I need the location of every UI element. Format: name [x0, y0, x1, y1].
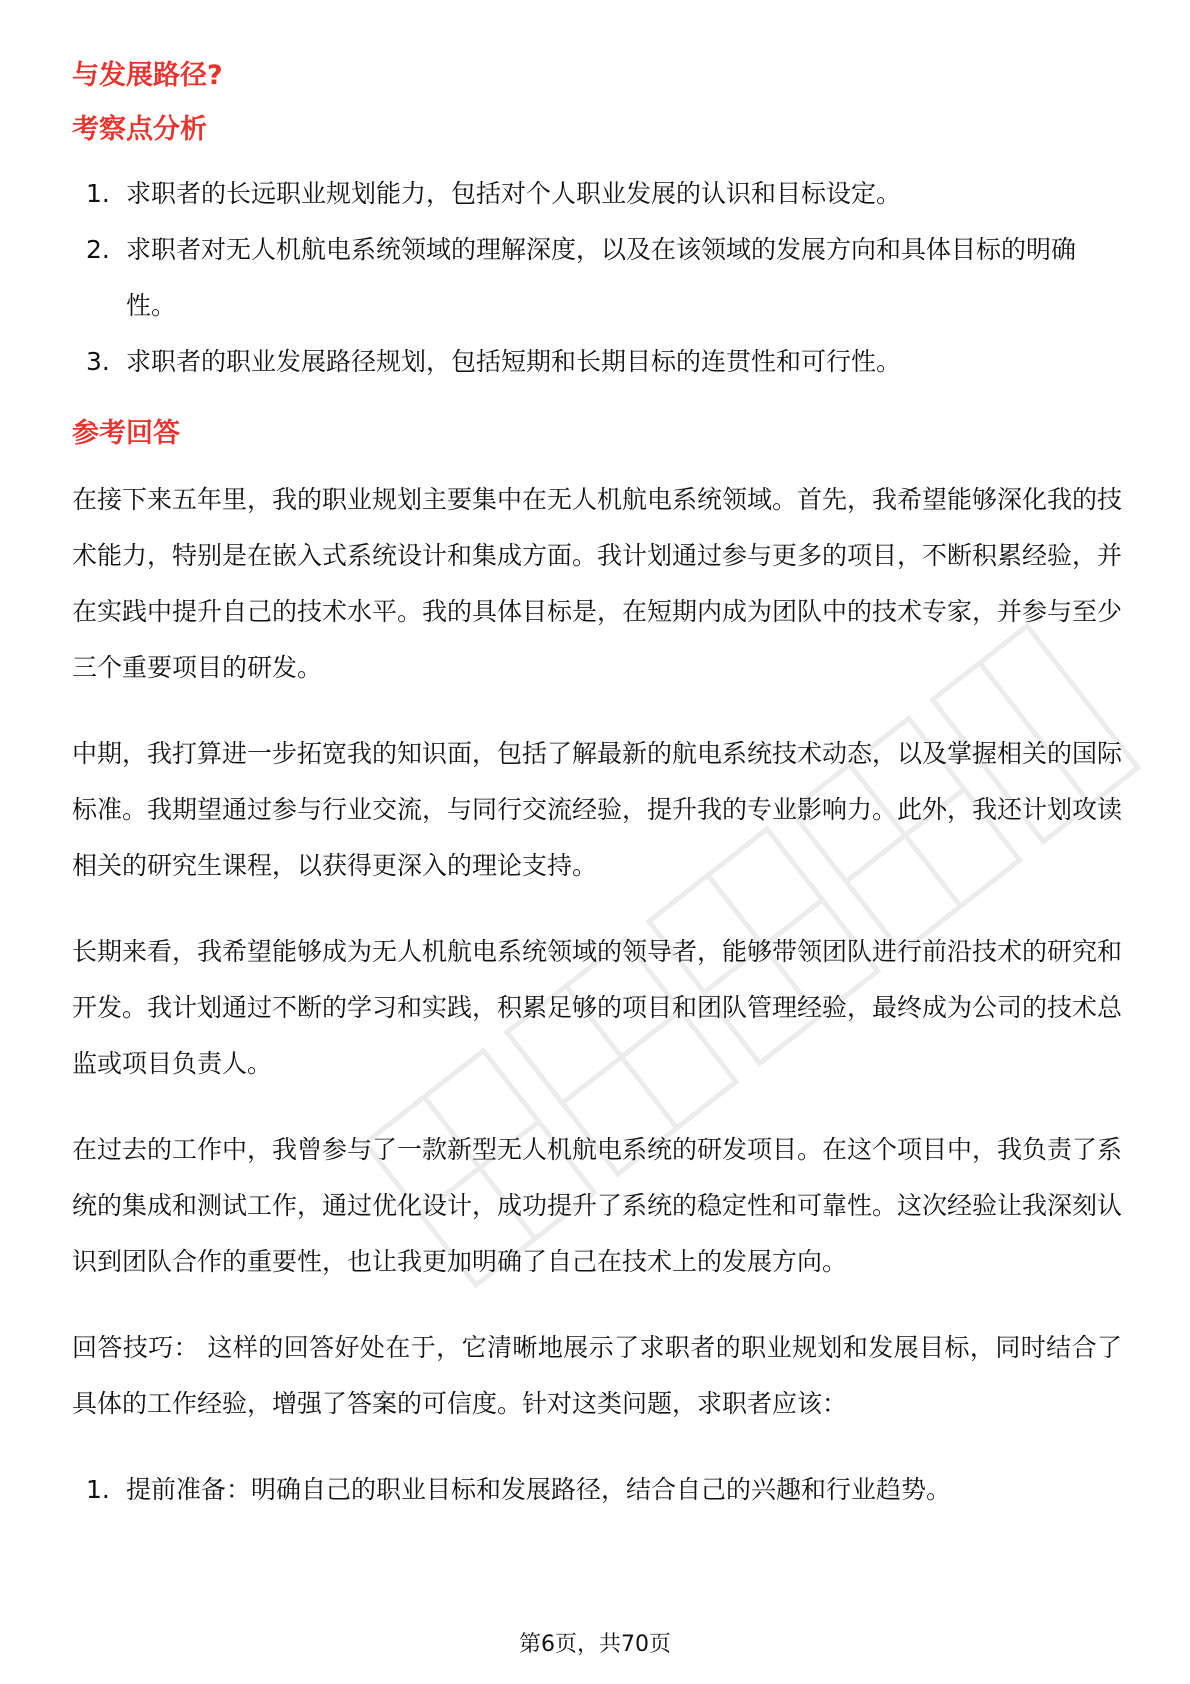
list-item-text: 求职者的长远职业规划能力，包括对个人职业发展的认识和目标设定。: [126, 179, 902, 208]
answer-tips-paragraph: 回答技巧： 这样的回答好处在于，它清晰地展示了求职者的职业规划和发展目标，同时结合了具体的工作经验，增强了答案的可信度。针对这类问题，求职者应该：: [72, 1333, 1122, 1418]
answer-paragraph: 在过去的工作中，我曾参与了一款新型无人机航电系统的研发项目。在这个项目中，我负责了系统的集成和测试工作，通过优化设计，成功提升了系统的稳定性和可靠性。这次经验让我深刻认识到团队合作的重要性，也让我更加明确了自己在技术上的发展方向。: [72, 1135, 1123, 1276]
list-item-text: 求职者对无人机航电系统领域的理解深度，以及在该领域的发展方向和具体目标的明确性。: [126, 235, 1077, 320]
list-number: 1.: [86, 1475, 110, 1504]
answer-paragraph: 在接下来五年里，我的职业规划主要集中在无人机航电系统领域。首先，我希望能够深化我的技术能力，特别是在嵌入式系统设计和集成方面。我计划通过参与更多的项目，不断积累经验，并在实践中提升自己的技术水平。我的具体目标是，在短期内成为团队中的技术专家，并参与至少三个重要项目的研发。: [72, 485, 1123, 682]
content-area: [72, 56, 1122, 1518]
list-item: [72, 334, 1122, 390]
list-number: 2.: [86, 235, 110, 264]
answer-paragraph: 长期来看，我希望能够成为无人机航电系统领域的领导者，能够带领团队进行前沿技术的研究和开发。我计划通过不断的学习和实践，积累足够的项目和团队管理经验，最终成为公司的技术总监或项目负责人。: [72, 937, 1123, 1078]
list-item-text: 求职者的职业发展路径规划，包括短期和长期目标的连贯性和可行性。: [126, 347, 902, 376]
analysis-heading: 考察点分析: [72, 114, 207, 145]
list-item-text: 提前准备：明确自己的职业目标和发展路径，结合自己的兴趣和行业趋势。: [126, 1475, 952, 1504]
list-item: [72, 222, 1122, 334]
list-number: 3.: [86, 347, 110, 376]
question-title-continued: 与发展路径?: [72, 60, 223, 91]
analysis-list: [72, 166, 1122, 390]
list-item: [72, 166, 1122, 222]
reference-answer-heading: 参考回答: [72, 418, 180, 449]
list-item: [72, 1462, 1122, 1518]
list-number: 1.: [86, 179, 110, 208]
page-footer: 第6页，共70页: [519, 1632, 671, 1657]
tips-list: [72, 1462, 1122, 1518]
answer-paragraph: 中期，我打算进一步拓宽我的知识面，包括了解最新的航电系统技术动态，以及掌握相关的国际标准。我期望通过参与行业交流，与同行交流经验，提升我的专业影响力。此外，我还计划攻读相关的研究生课程，以获得更深入的理论支持。: [72, 739, 1123, 880]
